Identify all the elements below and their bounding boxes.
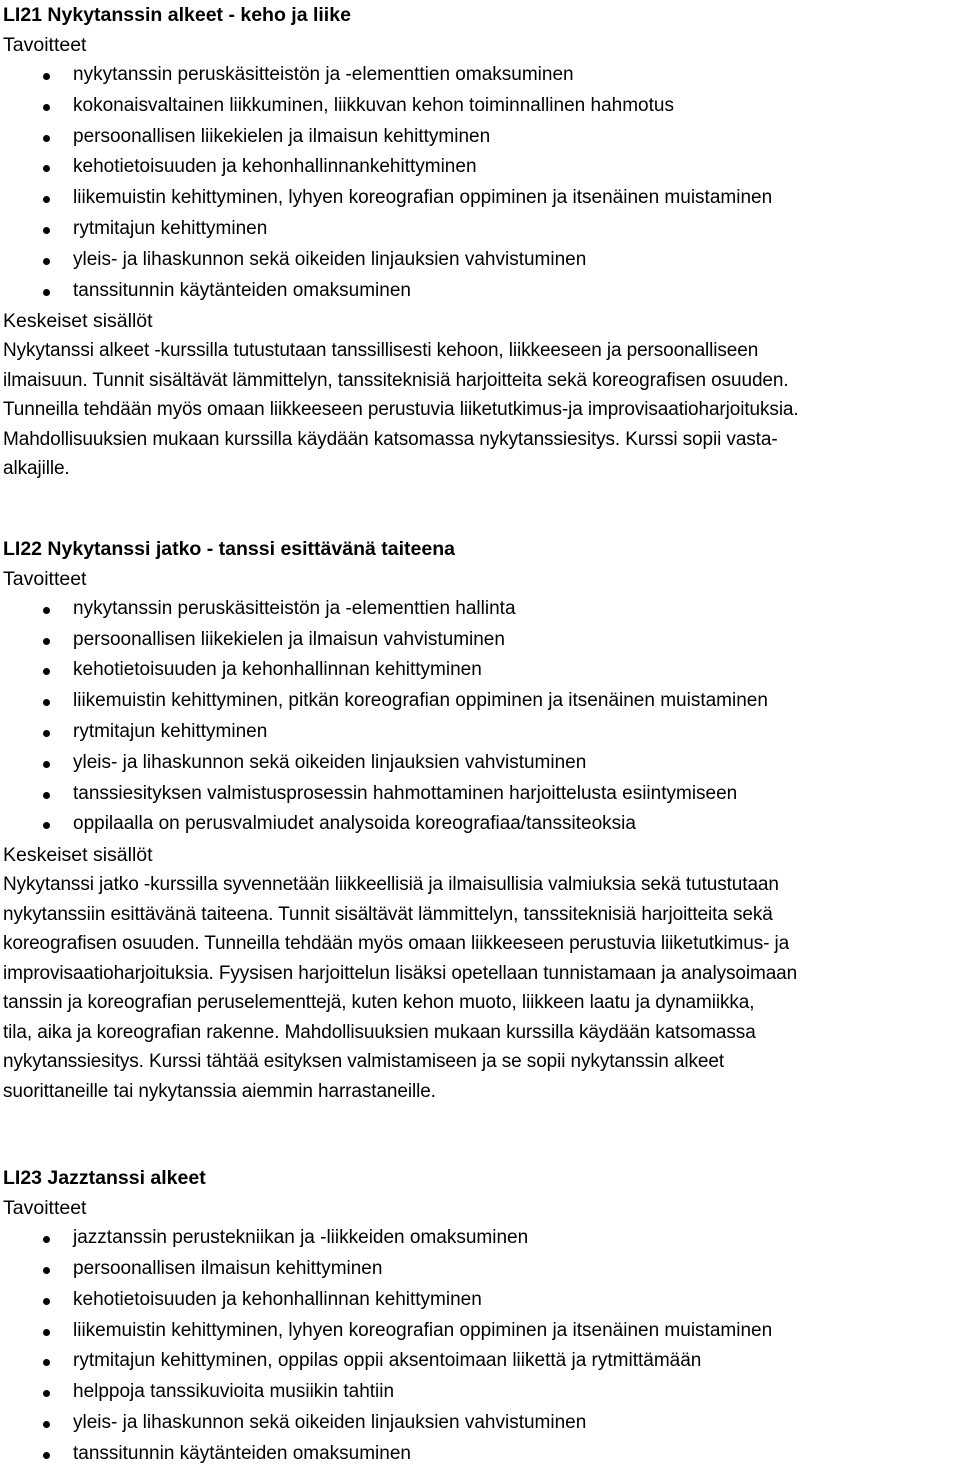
list-item: tanssiesityksen valmistusprosessin hahmottaminen harjoittelusta esiintymiseen xyxy=(73,779,954,810)
list-item: kehotietoisuuden ja kehonhallinnan kehittyminen xyxy=(73,1285,954,1316)
paragraph-line: nykytanssiesitys. Kurssi tähtää esityksen valmistamiseen ja se sopii nykytanssin alkeet xyxy=(3,1051,725,1073)
list-item: tanssitunnin käytänteiden omaksuminen xyxy=(73,276,954,307)
course-section-li23 xyxy=(3,1163,954,1469)
course-section-li22 xyxy=(3,534,954,1106)
paragraph-line: ilmaisuun. Tunnit sisältävät lämmittelyn, tanssiteknisiä harjoitteita sekä koreografisen osuuden. xyxy=(3,369,789,391)
goals-heading: Tavoitteet xyxy=(3,34,87,56)
content-paragraph xyxy=(3,870,954,1106)
list-item: liikemuistin kehittyminen, pitkän koreografian oppiminen ja itsenäinen muistaminen xyxy=(73,686,954,717)
paragraph-line: suorittaneille tai nykytanssia aiemmin harrastaneille. xyxy=(3,1080,436,1102)
list-item: persoonallisen liikekielen ja ilmaisun vahvistuminen xyxy=(73,625,954,656)
list-item: helppoja tanssikuvioita musiikin tahtiin xyxy=(73,1377,954,1408)
goals-heading: Tavoitteet xyxy=(3,1197,87,1220)
paragraph-line: tila, aika ja koreografian rakenne. Mahdollisuuksien mukaan kurssilla käydään katsomassa xyxy=(3,1021,756,1043)
goals-list xyxy=(3,60,954,306)
content-paragraph xyxy=(3,336,954,484)
course-title: LI22 Nykytanssi jatko - tanssi esittävänä taiteena xyxy=(3,537,455,560)
paragraph-line: Tunneilla tehdään myös omaan liikkeeseen perustuvia liiketutkimus-ja improvisaatioharjoituksia. xyxy=(3,399,799,421)
content-heading: Keskeiset sisällöt xyxy=(3,844,153,867)
paragraph-line: alkajille. xyxy=(3,458,70,480)
paragraph-line: improvisaatioharjoituksia. Fyysisen harjoittelun lisäksi opetellaan tunnistamaan ja analysoimaan xyxy=(3,962,798,984)
list-item: jazztanssin perustekniikan ja -liikkeiden omaksuminen xyxy=(73,1223,954,1254)
paragraph-line: Nykytanssi jatko -kurssilla syvennetään liikkeellisiä ja ilmaisullisia valmiuksia sekä tutustutaan xyxy=(3,874,779,896)
list-item: yleis- ja lihaskunnon sekä oikeiden linjauksien vahvistuminen xyxy=(73,245,954,276)
list-item: rytmitajun kehittyminen xyxy=(73,214,954,245)
list-item: tanssitunnin käytänteiden omaksuminen xyxy=(73,1439,954,1470)
list-item: kehotietoisuuden ja kehonhallinnan kehittyminen xyxy=(73,655,954,686)
course-section-li21 xyxy=(3,0,954,484)
list-item: liikemuistin kehittyminen, lyhyen koreografian oppiminen ja itsenäinen muistaminen xyxy=(73,183,954,214)
list-item: oppilaalla on perusvalmiudet analysoida koreografiaa/tanssiteoksia xyxy=(73,809,954,840)
paragraph-line: tanssin ja koreografian peruselementtejä, kuten kehon muoto, liikkeen laatu ja dynamiikka, xyxy=(3,992,755,1014)
list-item: persoonallisen liikekielen ja ilmaisun kehittyminen xyxy=(73,122,954,153)
list-item: rytmitajun kehittyminen, oppilas oppii aksentoimaan liikettä ja rytmittämään xyxy=(73,1346,954,1377)
goals-heading: Tavoitteet xyxy=(3,567,87,590)
paragraph-line: Nykytanssi alkeet -kurssilla tutustutaan tanssillisesti kehoon, liikkeeseen ja persoonalliseen xyxy=(3,340,759,362)
list-item: rytmitajun kehittyminen xyxy=(73,717,954,748)
list-item: nykytanssin peruskäsitteistön ja -elementtien omaksuminen xyxy=(73,60,954,91)
paragraph-line: Mahdollisuuksien mukaan kurssilla käydään katsomassa nykytanssiesitys. Kurssi sopii vasta- xyxy=(3,428,778,450)
list-item: yleis- ja lihaskunnon sekä oikeiden linjauksien vahvistuminen xyxy=(73,1408,954,1439)
paragraph-line: nykytanssiin esittävänä taiteena. Tunnit sisältävät lämmittelyn, tanssiteknisiä harjoitteita sekä xyxy=(3,903,773,925)
list-item: nykytanssin peruskäsitteistön ja -elementtien hallinta xyxy=(73,594,954,625)
goals-list xyxy=(3,1223,954,1469)
course-title: LI23 Jazztanssi alkeet xyxy=(3,1167,206,1190)
paragraph-line: koreografisen osuuden. Tunneilla tehdään myös omaan liikkeeseen perustuvia liiketutkimus- ja xyxy=(3,933,790,955)
list-item: kehotietoisuuden ja kehonhallinnankehittyminen xyxy=(73,152,954,183)
list-item: yleis- ja lihaskunnon sekä oikeiden linjauksien vahvistuminen xyxy=(73,748,954,779)
list-item: kokonaisvaltainen liikkuminen, liikkuvan kehon toiminnallinen hahmotus xyxy=(73,91,954,122)
list-item: liikemuistin kehittyminen, lyhyen koreografian oppiminen ja itsenäinen muistaminen xyxy=(73,1316,954,1347)
course-title: LI21 Nykytanssin alkeet - keho ja liike xyxy=(3,4,351,26)
list-item: persoonallisen ilmaisun kehittyminen xyxy=(73,1254,954,1285)
content-heading: Keskeiset sisällöt xyxy=(3,310,153,333)
goals-list xyxy=(3,594,954,840)
